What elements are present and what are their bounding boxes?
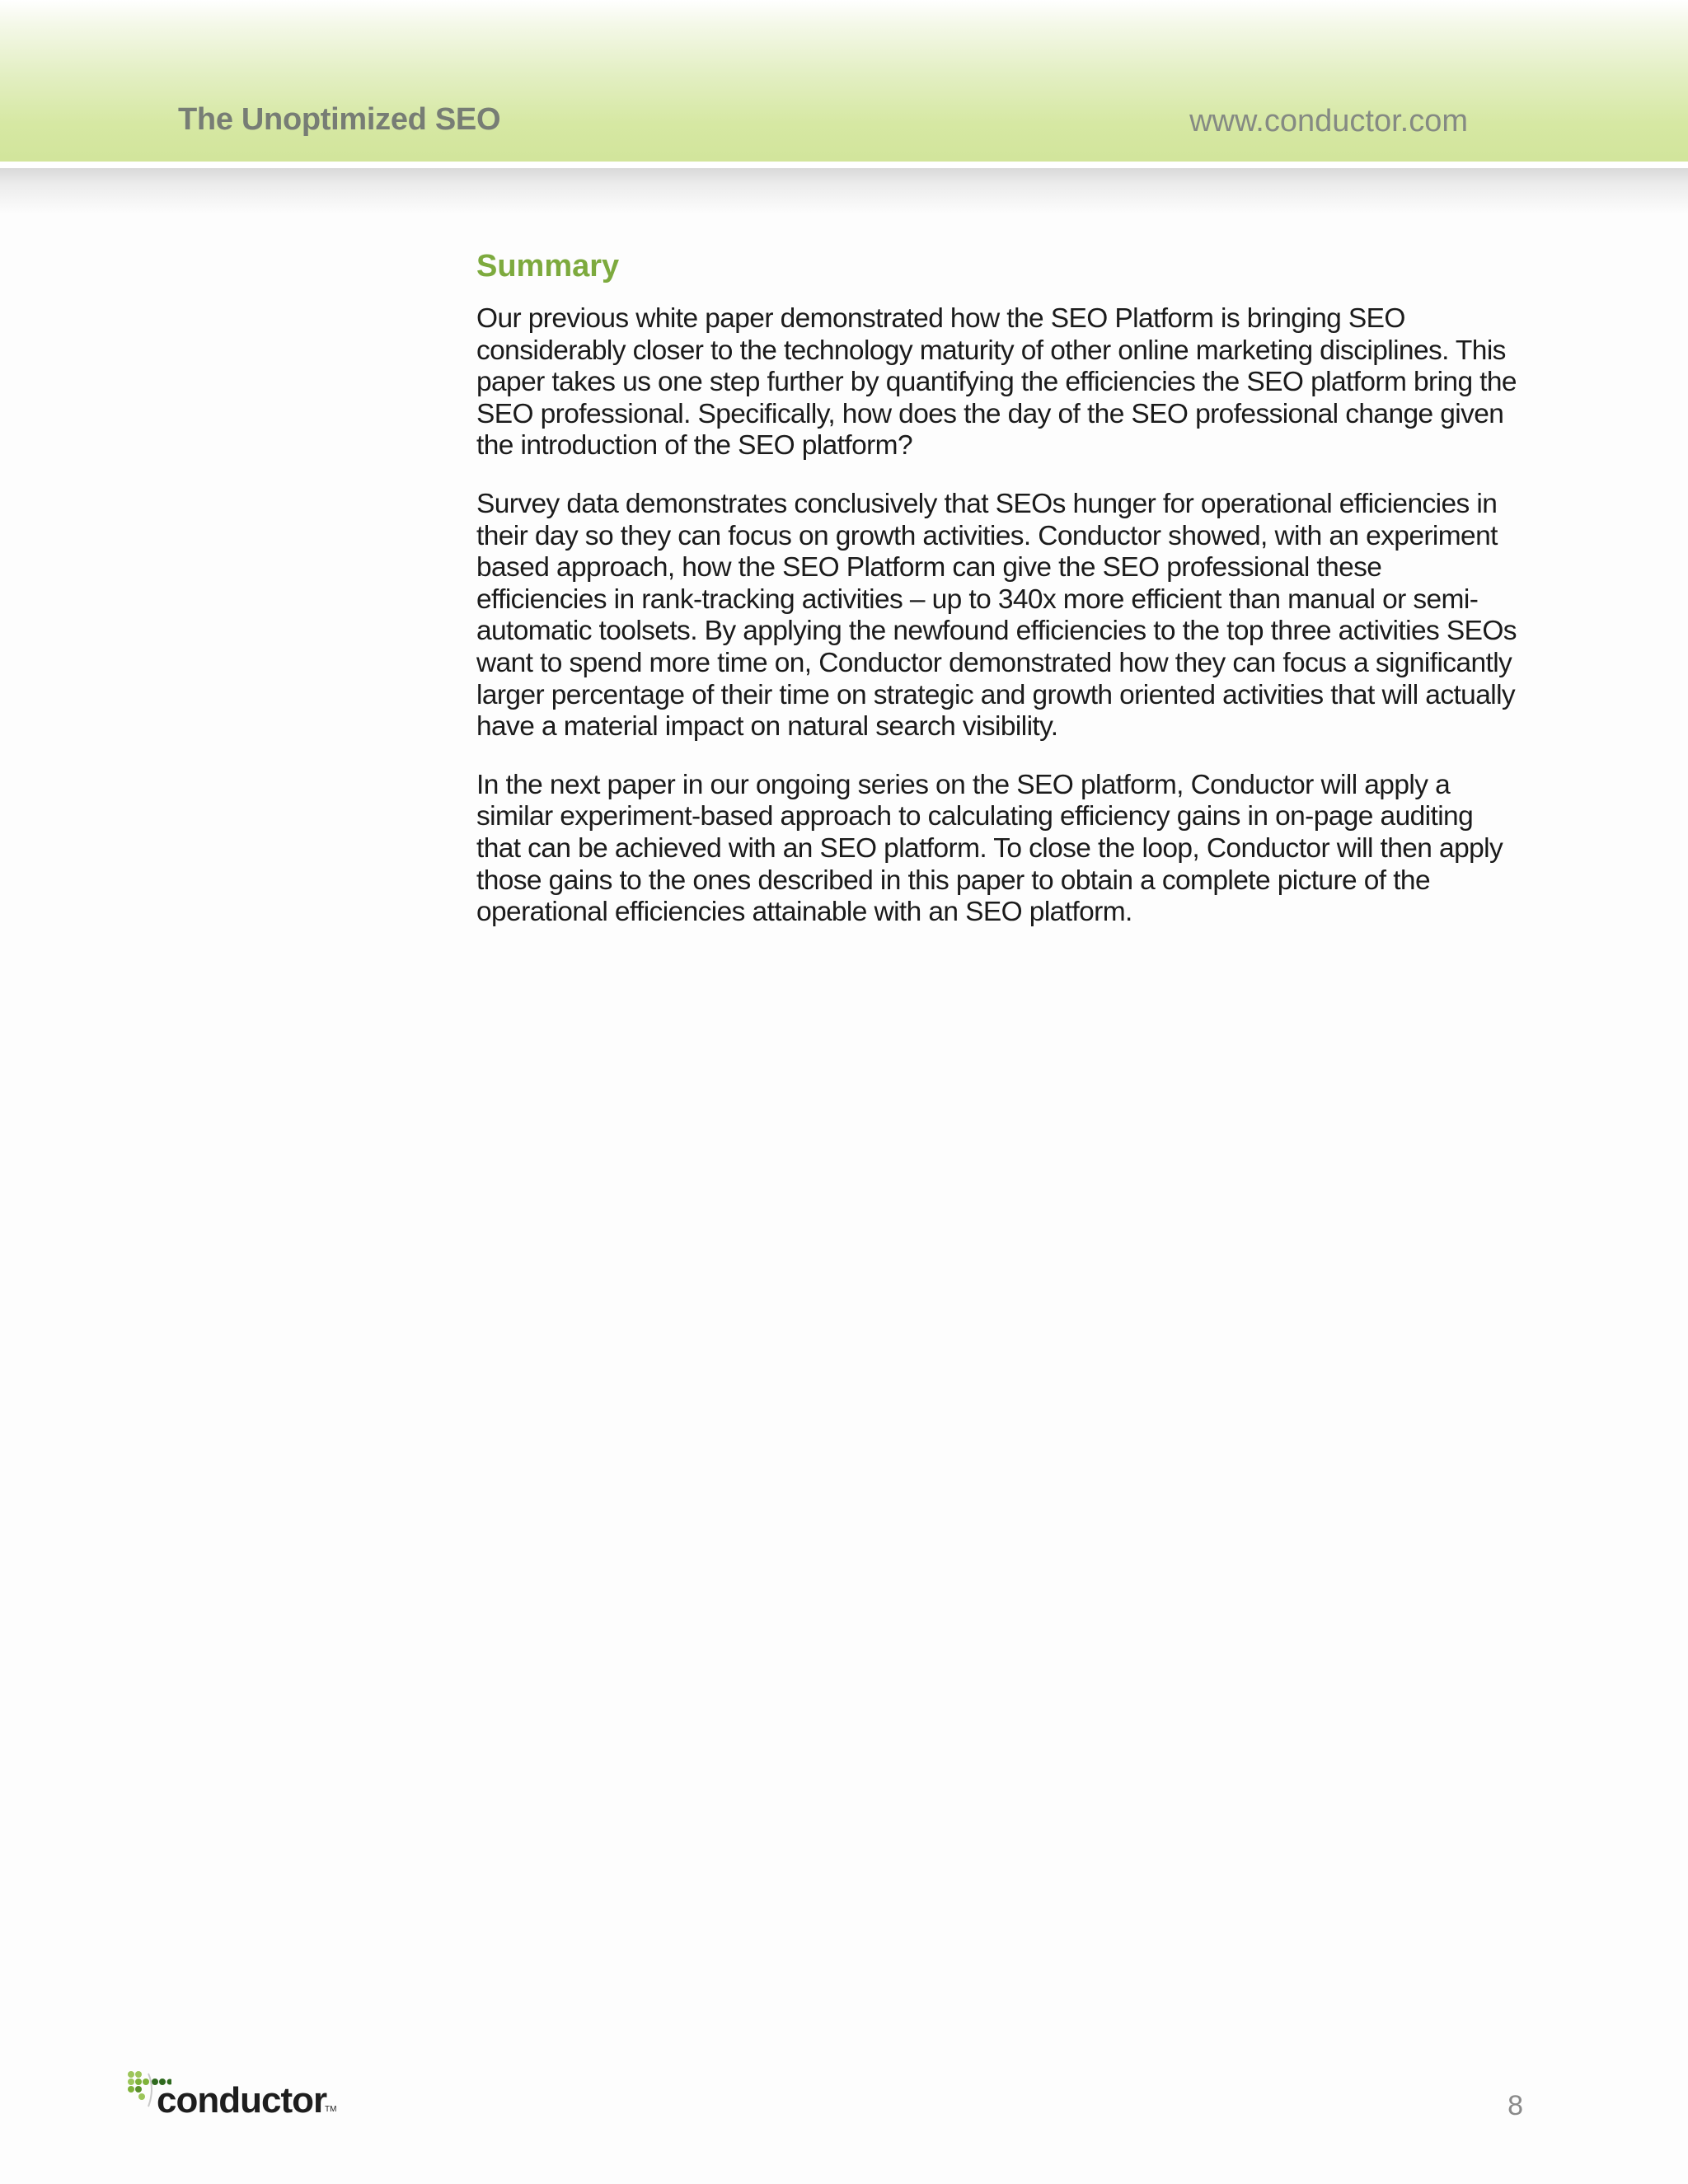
section-heading: Summary (476, 249, 620, 284)
document-title: The Unoptimized SEO (178, 102, 501, 137)
summary-paragraph-2: Survey data demonstrates conclusively that SEOs hunger for operational efficiencies in their day so they can focus on growth activities. Conductor showed, with an experiment based approach, how the SEO Platform can give the SEO professional these efficiencies in rank-tracking activities – up to 340x more efficient than manual or semi-automatic toolsets. By applying the newfound efficiencies to the top three activities SEOs want to spend more time on, Conductor demonstrated how they can focus a significantly larger percentage of their time on strategic and growth oriented activities that will actually have a material impact on natural search visibility. (476, 488, 1517, 743)
header-url: www.conductor.com (1189, 104, 1468, 138)
logo-trademark: TM (325, 2105, 337, 2114)
header-shadow (0, 168, 1688, 214)
page-number: 8 (1507, 2090, 1523, 2121)
conductor-logo (127, 2069, 337, 2126)
header-divider (0, 162, 1688, 168)
summary-paragraph-3: In the next paper in our ongoing series on the SEO platform, Conductor will apply a similar experiment-based approach to calculating efficiency gains in on-page auditing that can be achieved with an SEO platform. To close the loop, Conductor will then apply those gains to the ones described in this paper to obtain a complete picture of the operational efficiencies attainable with an SEO platform. (476, 769, 1503, 928)
logo-wordmark: conductor (157, 2080, 327, 2121)
summary-section (476, 244, 1517, 955)
summary-paragraph-1: Our previous white paper demonstrated how the SEO Platform is bringing SEO considerably closer to the technology maturity of other online marketing disciplines. This paper takes us one step further by quantifying the efficiencies the SEO platform bring the SEO professional. Specifically, how does the day of the SEO professional change given the introduction of the SEO platform? (476, 303, 1517, 462)
